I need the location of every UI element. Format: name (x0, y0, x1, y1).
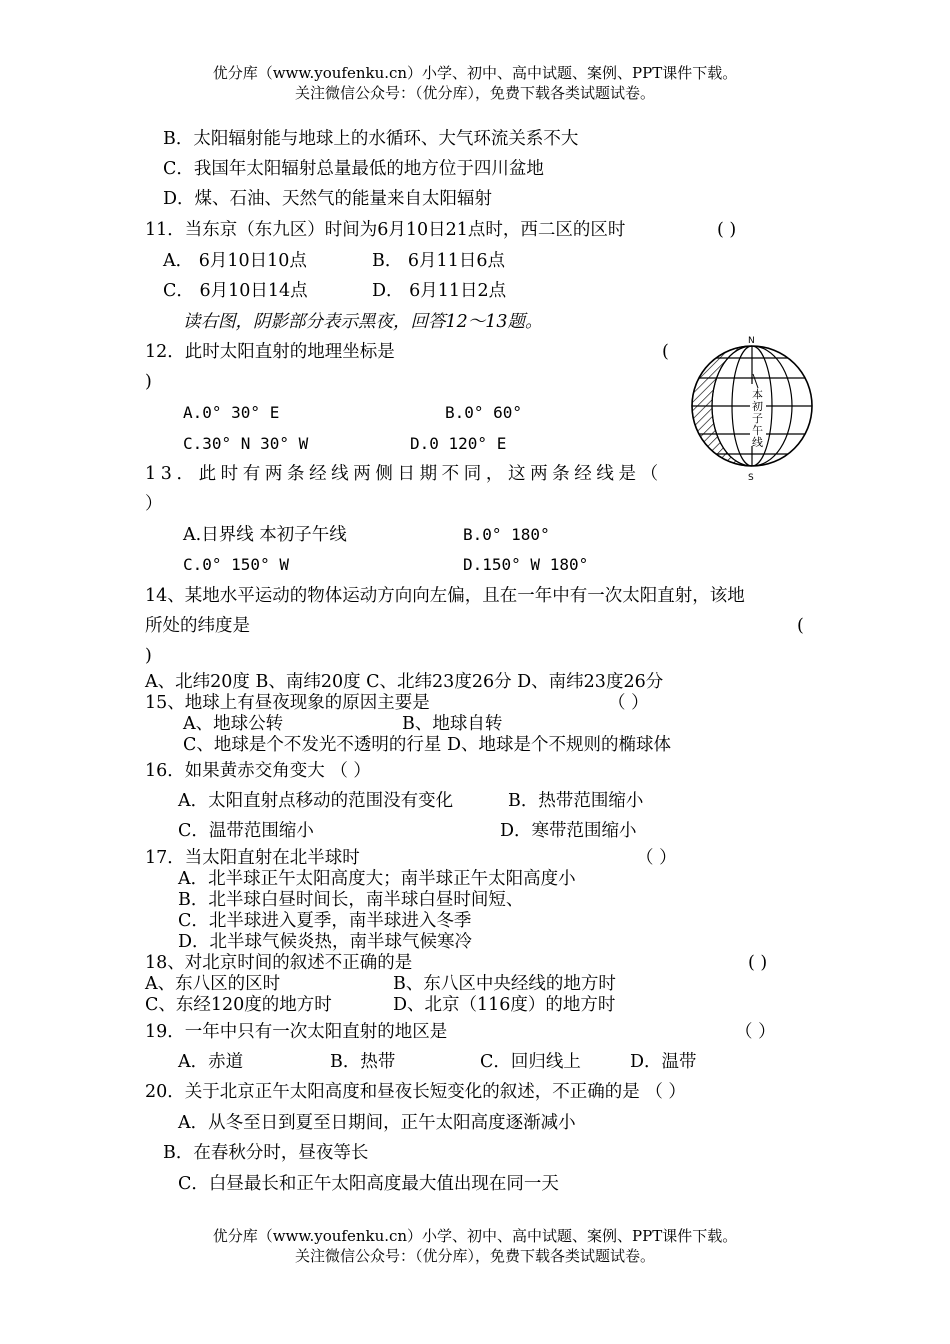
q13-paren-close: ） (145, 494, 163, 514)
q13-stem: 13．此时有两条经线两侧日期不同，这两条经线是（ (145, 464, 663, 484)
header-line-1: 优分库（www.youfenku.cn）小学、初中、高中试题、案例、PPT课件下载。 (212, 64, 738, 82)
q12-paren-close: ) (145, 372, 152, 392)
q15-options-cd: C、地球是个不发光不透明的行星 D、地球是个不规则的椭球体 (183, 735, 671, 755)
q17-option-b: B．北半球白昼时间长，南半球白昼时间短、 (178, 890, 524, 910)
meridian-label-char-1: 本 (752, 388, 763, 401)
north-pole-label: N (748, 336, 755, 346)
q17-option-a: A．北半球正午太阳高度大；南半球正午太阳高度小 (178, 869, 576, 889)
q12-stem: 12．此时太阳直射的地理坐标是 (145, 342, 395, 362)
south-pole-label: S (748, 473, 754, 483)
q20-option-b: B．在春秋分时，昼夜等长 (163, 1143, 369, 1163)
meridian-label-char-5: 线 (752, 436, 763, 449)
q17-option-d: D．北半球气候炎热，南半球气候寒冷 (178, 932, 473, 952)
day-night-globe-figure (684, 334, 816, 484)
q12-option-b: B.0° 60° (445, 403, 523, 422)
q11-option-d: D． 6月11日2点 (372, 281, 507, 301)
q16-stem: 16．如果黄赤交角变大 （ ） (145, 761, 371, 781)
q15-option-b: B、地球自转 (402, 714, 503, 734)
intro-q12-13: 读右图，阴影部分表示黑夜，回答12～13题。 (183, 312, 543, 332)
header-line-2: 关注微信公众号：（优分库），免费下载各类试题试卷。 (294, 84, 655, 102)
q16-option-a: A．太阳直射点移动的范围没有变化 (178, 791, 454, 811)
q14-paren-close: ) (145, 646, 152, 666)
q18-option-c: C、东经120度的地方时 (145, 995, 332, 1015)
q19-option-a: A．赤道 (178, 1052, 244, 1072)
q18-option-d: D、北京（116度）的地方时 (393, 995, 616, 1015)
q16-option-d: D．寒带范围缩小 (500, 821, 637, 841)
q12-option-c: C.30° N 30° W (183, 434, 309, 453)
q14-paren-open: ( (797, 616, 804, 636)
q13-option-d: D.150° W 180° (463, 555, 589, 574)
q20-stem: 20．关于北京正午太阳高度和昼夜长短变化的叙述，不正确的是 （ ） (145, 1082, 686, 1102)
q11-option-c: C． 6月10日14点 (163, 281, 308, 301)
q15-option-a: A、地球公转 (183, 714, 284, 734)
q18-option-b: B、东八区中央经线的地方时 (393, 974, 616, 994)
q19-stem: 19．一年中只有一次太阳直射的地区是 (145, 1022, 448, 1042)
q17-stem: 17．当太阳直射在北半球时 (145, 848, 360, 868)
q13-option-c: C.0° 150° W (183, 555, 289, 574)
q18-stem: 18、对北京时间的叙述不正确的是 (145, 953, 413, 973)
q16-option-b: B．热带范围缩小 (508, 791, 644, 811)
q15-paren: （ ） (608, 693, 649, 713)
q19-option-b: B．热带 (330, 1052, 396, 1072)
q10-option-b: B．太阳辐射能与地球上的水循环、大气环流关系不大 (163, 129, 579, 149)
footer-line-1: 优分库（www.youfenku.cn）小学、初中、高中试题、案例、PPT课件下载。 (212, 1227, 738, 1245)
q13-option-a: A.日界线 本初子午线 (183, 525, 347, 545)
q15-stem: 15、地球上有昼夜现象的原因主要是 (145, 693, 430, 713)
q14-stem-line-1: 14、某地水平运动的物体运动方向向左偏，且在一年中有一次太阳直射，该地 (145, 586, 745, 606)
q17-option-c: C．北半球进入夏季，南半球进入冬季 (178, 911, 472, 931)
q11-option-a: A． 6月10日10点 (163, 251, 307, 271)
q11-paren: ( ) (717, 220, 737, 240)
q11-stem: 11．当东京（东九区）时间为6月10日21点时，西二区的区时 (145, 220, 626, 240)
q18-paren: ( ) (748, 953, 768, 973)
q13-option-b: B.0° 180° (463, 525, 550, 544)
q11-option-b: B． 6月11日6点 (372, 251, 505, 271)
q19-paren: （ ） (735, 1022, 776, 1042)
q17-paren: （ ） (636, 848, 677, 868)
meridian-label-char-2: 初 (752, 400, 763, 413)
q14-stem-line-2: 所处的纬度是 (145, 616, 250, 636)
meridian-label-char-4: 午 (752, 424, 763, 437)
q20-option-a: A．从冬至日到夏至日期间，正午太阳高度逐渐减小 (178, 1113, 576, 1133)
q10-option-c: C．我国年太阳辐射总量最低的地方位于四川盆地 (163, 159, 544, 179)
q20-option-c: C．白昼最长和正午太阳高度最大值出现在同一天 (178, 1174, 559, 1194)
q12-paren-open: ( (662, 342, 669, 362)
q19-option-c: C．回归线上 (480, 1052, 581, 1072)
q16-option-c: C．温带范围缩小 (178, 821, 314, 841)
q14-options: A、北纬20度 B、南纬20度 C、北纬23度26分 D、南纬23度26分 (145, 672, 664, 692)
footer-line-2: 关注微信公众号：（优分库），免费下载各类试题试卷。 (294, 1247, 655, 1265)
q10-option-d: D．煤、石油、天然气的能量来自太阳辐射 (163, 189, 493, 209)
q19-option-d: D．温带 (630, 1052, 697, 1072)
q18-option-a: A、东八区的区时 (145, 974, 281, 994)
q12-option-a: A.0° 30° E (183, 403, 280, 422)
q12-option-d: D.0 120° E (410, 434, 507, 453)
meridian-label-char-3: 子 (752, 412, 763, 425)
